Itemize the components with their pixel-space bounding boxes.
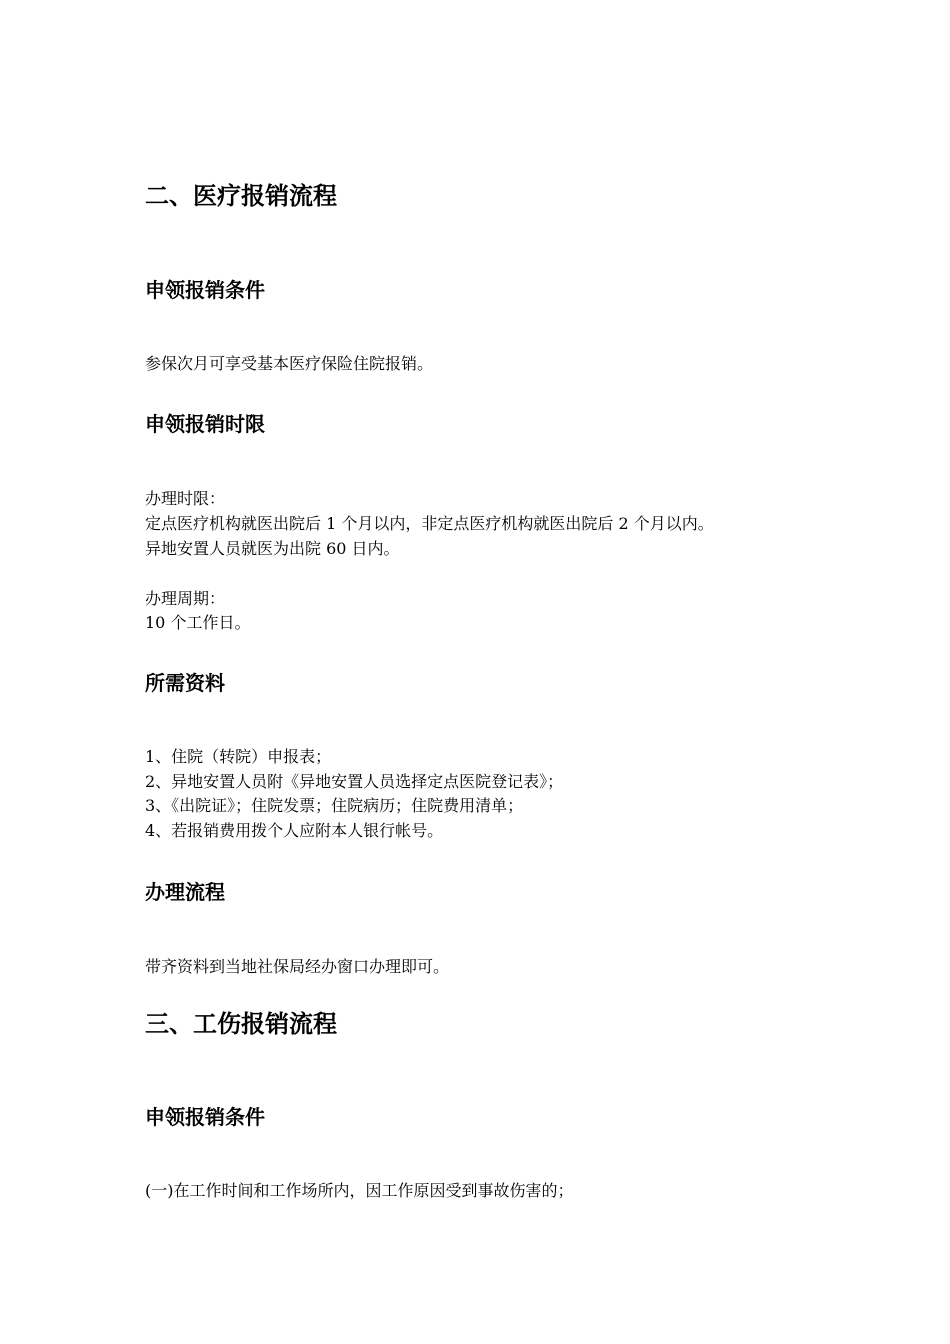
section-2-cycle-value: 10 个工作日。: [145, 613, 251, 632]
section-2-time-label: 办理时限：: [145, 489, 226, 508]
materials-list-item: 4、若报销费用拨个人应附本人银行帐号。: [145, 821, 444, 840]
section-2-process-text: 带齐资料到当地社保局经办窗口办理即可。: [145, 957, 450, 976]
materials-list-item: 3、《出院证》；住院发票；住院病历；住院费用清单；: [145, 796, 524, 815]
section-2-conditions-heading: 申领报销条件: [145, 278, 265, 302]
section-2-time-line1: 定点医疗机构就医出院后 1 个月以内，非定点医疗机构就医出院后 2 个月以内。: [145, 514, 714, 533]
section-2-process-heading: 办理流程: [145, 880, 225, 904]
section-2-time-heading: 申领报销时限: [145, 412, 265, 436]
materials-list-item: 1、住院（转院）申报表；: [145, 747, 332, 766]
materials-list-item: 2、异地安置人员附《异地安置人员选择定点医院登记表》；: [145, 772, 564, 791]
section-2-title: 二、医疗报销流程: [145, 181, 337, 210]
section-2-cycle-label: 办理周期：: [145, 589, 226, 608]
section-2-materials-heading: 所需资料: [145, 671, 225, 695]
section-2-time-line2: 异地安置人员就医为出院 60 日内。: [145, 539, 400, 558]
section-3-title: 三、工伤报销流程: [145, 1009, 337, 1038]
section-2-conditions-text: 参保次月可享受基本医疗保险住院报销。: [145, 354, 434, 373]
section-3-conditions-heading: 申领报销条件: [145, 1105, 265, 1129]
section-3-conditions-item: (一)在工作时间和工作场所内，因工作原因受到事故伤害的；: [145, 1181, 574, 1200]
